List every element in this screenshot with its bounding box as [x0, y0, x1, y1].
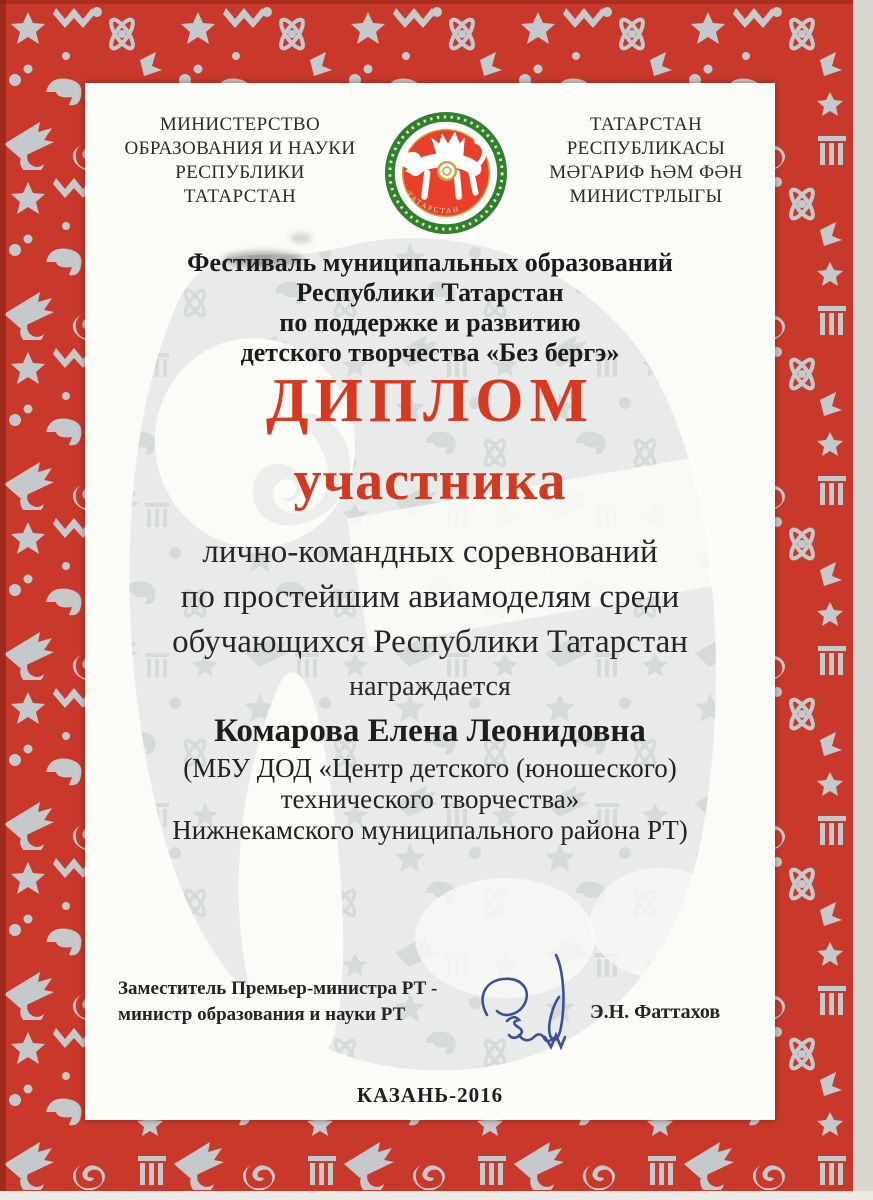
festival-line: Фестиваль муниципальных образований — [187, 248, 673, 277]
ministry-name-right — [506, 113, 786, 209]
emblem-ring-text: ТАТАРСТАН — [404, 189, 461, 216]
recipient-organization — [85, 753, 775, 846]
event-line: по простейшим авиамоделям среди — [180, 579, 680, 615]
official-position — [118, 976, 448, 1028]
festival-line: Республики Татарстан — [296, 278, 564, 307]
ministry-left-line: ОБРАЗОВАНИЯ И НАУКИ — [124, 138, 356, 159]
event-line: лично-командных соревнований — [202, 534, 658, 570]
event-description — [85, 530, 775, 665]
official-position-line: Заместитель Премьер-министра РТ - — [118, 978, 438, 999]
tatarstan-emblem — [382, 107, 510, 239]
diploma-subtitle: участника — [293, 450, 567, 512]
scan-edge-bottom — [0, 1191, 873, 1200]
ministry-left-line: ТАТАРСТАН — [183, 186, 297, 207]
organization-line: (МБУ ДОД «Центр детского (юношеского) — [183, 753, 677, 783]
ministry-left-line: РЕСПУБЛИКИ — [175, 162, 305, 183]
organization-line: технического творчества» — [280, 784, 580, 814]
scan-shadow-left — [0, 0, 6, 1200]
certificate-page — [85, 83, 775, 1120]
emblem-rosette — [438, 162, 456, 180]
scan-shadow-top — [0, 0, 873, 4]
ministry-right-line: ТАТАРСТАН — [589, 114, 703, 135]
signature-scribble — [473, 945, 588, 1065]
official-position-line: министр образования и науки РТ — [118, 1004, 406, 1025]
ministry-right-line: МИНИСТРЛЫГЫ — [569, 186, 723, 207]
festival-line: детского творчества «Без бергэ» — [240, 338, 620, 367]
festival-line: по поддержке и развитию — [279, 308, 581, 337]
organization-line: Нижнекамского муниципального района РТ) — [172, 815, 688, 845]
event-line: обучающихся Республики Татарстан — [172, 624, 688, 660]
ministry-name-left — [100, 113, 380, 209]
scan-edge-right — [853, 0, 873, 1200]
ministry-right-line: МӘГАРИФ ҺӘМ ФӘН — [549, 162, 743, 183]
ink-smudge-small — [290, 233, 312, 243]
festival-title — [85, 248, 775, 368]
awarded-label: награждается — [349, 671, 511, 702]
ministry-right-line: РЕСПУБЛИКАСЫ — [566, 138, 726, 159]
diploma-title: ДИПЛОМ — [265, 367, 595, 435]
recipient-name: Комарова Елена Леонидовна — [214, 713, 646, 749]
ministry-left-line: МИНИСТЕРСТВО — [159, 114, 321, 135]
signer-name: Э.Н. Фаттахов — [590, 1001, 721, 1023]
city-year: КАЗАНЬ-2016 — [356, 1083, 504, 1107]
